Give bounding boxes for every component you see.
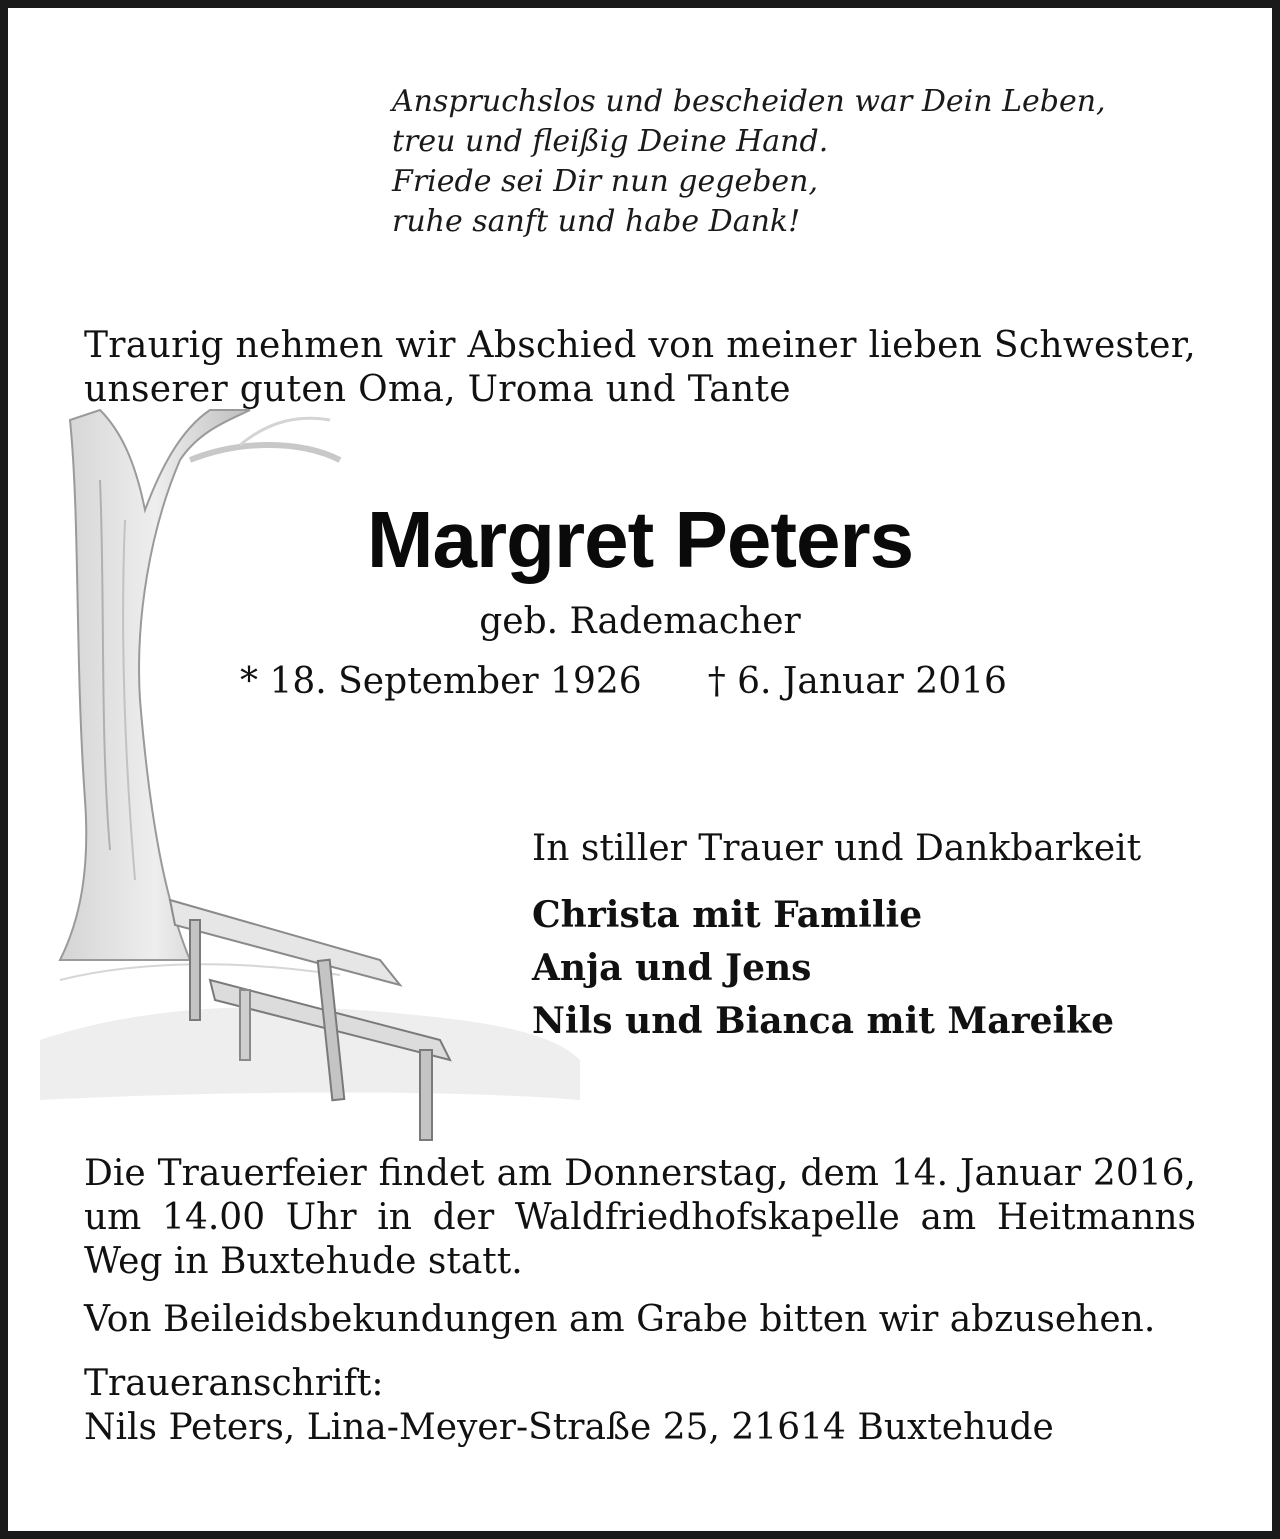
birth-date: * 18. September 1926 bbox=[240, 661, 642, 702]
poem-line: Anspruchslos und bescheiden war Dein Leben, bbox=[392, 84, 1106, 119]
poem-line: ruhe sanft und habe Dank! bbox=[392, 204, 801, 239]
address-value: Nils Peters, Lina-Meyer-Straße 25, 21614 Buxtehude bbox=[84, 1407, 1054, 1448]
address-label: Traueranschrift: bbox=[84, 1363, 384, 1404]
poem-line: Friede sei Dir nun gegeben, bbox=[392, 164, 819, 199]
mourners-heading: In stiller Trauer und Dankbarkeit bbox=[532, 828, 1142, 869]
poem-line: treu und fleißig Deine Hand. bbox=[392, 124, 829, 159]
deceased-name: Margret Peters bbox=[366, 495, 914, 584]
poem bbox=[392, 82, 1106, 242]
mourners-list bbox=[532, 889, 1114, 1048]
life-dates bbox=[240, 660, 1007, 704]
condolence-text: Von Beileidsbekundungen am Grabe bitten wir abzusehen. bbox=[84, 1299, 1156, 1340]
intro-text: Traurig nehmen wir Abschied von meiner lieben Schwester, unserer guten Oma, Uroma und Tante bbox=[84, 325, 1196, 410]
service-text: Die Trauerfeier findet am Donnerstag, dem 14. Januar 2016, um 14.00 Uhr in der Waldfriedhofskapelle am Heitmanns Weg in Buxtehude statt. bbox=[84, 1153, 1196, 1282]
mourner-name: Christa mit Familie bbox=[532, 894, 923, 936]
mourner-name: Anja und Jens bbox=[532, 947, 812, 989]
mourner-name: Nils und Bianca mit Mareike bbox=[532, 1000, 1114, 1042]
maiden-name: geb. Rademacher bbox=[479, 601, 801, 642]
death-date: † 6. Januar 2016 bbox=[707, 661, 1007, 702]
